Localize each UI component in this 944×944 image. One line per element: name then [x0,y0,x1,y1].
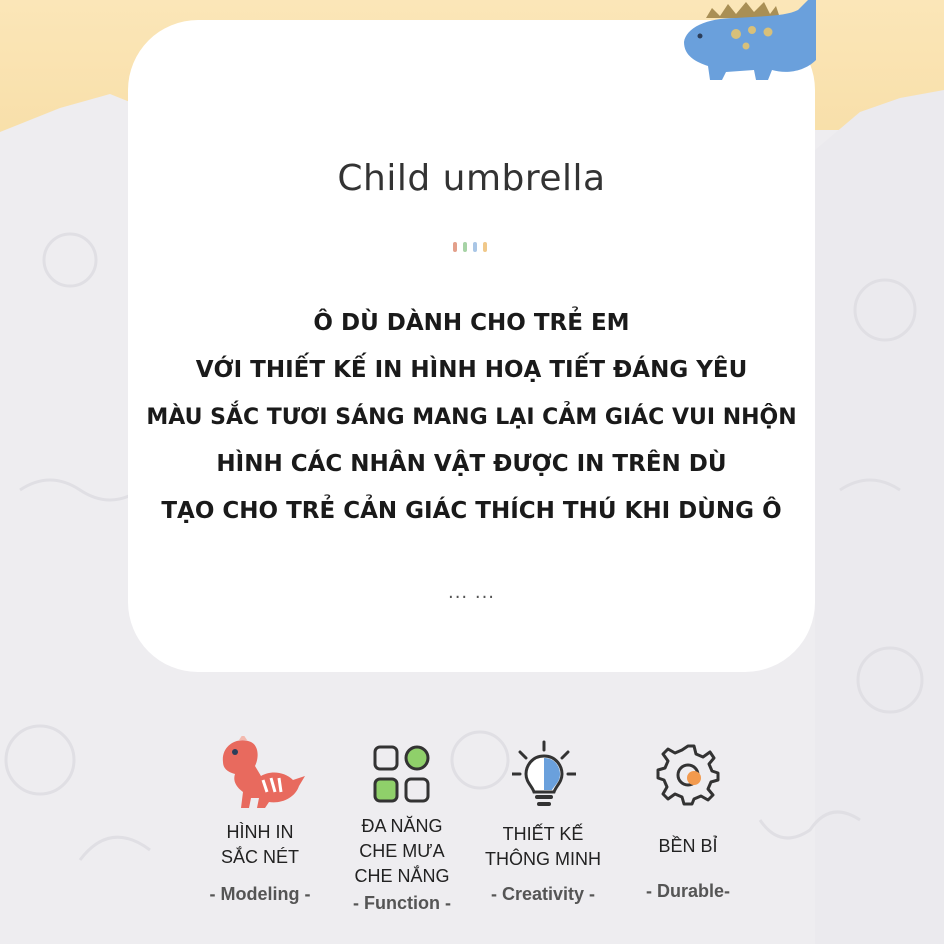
description-line: MÀU SẮC TƯƠI SÁNG MANG LẠI CẢM GIÁC VUI NHỘN [146,405,797,430]
feature-label-line: SẮC NÉT [220,847,299,867]
feature-label [185,820,335,870]
accent-dot [473,242,477,252]
feature-label-line: ĐA NĂNG [361,816,443,836]
feature-label-line: HÌNH IN [226,822,294,842]
accent-dots [453,242,493,252]
feature-label [613,834,763,859]
feature-subtitle: - Creativity - [490,884,596,904]
card-title: Child umbrella [337,158,606,199]
description-line: HÌNH CÁC NHÂN VẬT ĐƯỢC IN TRÊN DÙ [216,451,727,477]
feature-label-line: BỀN BỈ [658,836,718,856]
grid-icon [372,744,432,804]
feature-creativity [468,736,618,905]
accent-dot [463,242,467,252]
feature-label-line: THÔNG MINH [485,849,601,869]
feature-modeling [185,736,335,905]
feature-label-line: THIẾT KẾ [502,824,584,844]
feature-icon [468,736,618,808]
accent-dot [453,242,457,252]
feature-label [327,814,477,889]
feature-durable [613,736,763,902]
feature-label [468,822,618,872]
description-line: TẠO CHO TRẺ CẢN GIÁC THÍCH THÚ KHI DÙNG Ô [161,498,782,524]
dinosaur-icon [215,736,311,808]
ellipsis: ... ... [447,582,496,603]
feature-icon [185,736,335,808]
lightbulb-icon [512,740,576,810]
accent-dot [483,242,487,252]
feature-label-line: CHE MƯA [359,841,445,861]
description-line: VỚI THIẾT KẾ IN HÌNH HOẠ TIẾT ĐÁNG YÊU [195,357,748,383]
feature-label-line: CHE NẮNG [354,866,450,886]
info-card [128,20,815,672]
gear-icon [656,742,720,806]
blue-dinosaur-icon [676,0,816,82]
feature-subtitle: - Durable- [645,881,730,901]
feature-subtitle: - Function - [353,893,451,913]
feature-function [327,736,477,914]
feature-subtitle: - Modeling - [209,884,311,904]
description-line: Ô DÙ DÀNH CHO TRẺ EM [313,310,630,336]
description-lines [128,300,815,535]
feature-icon [327,736,477,808]
feature-icon [613,736,763,808]
